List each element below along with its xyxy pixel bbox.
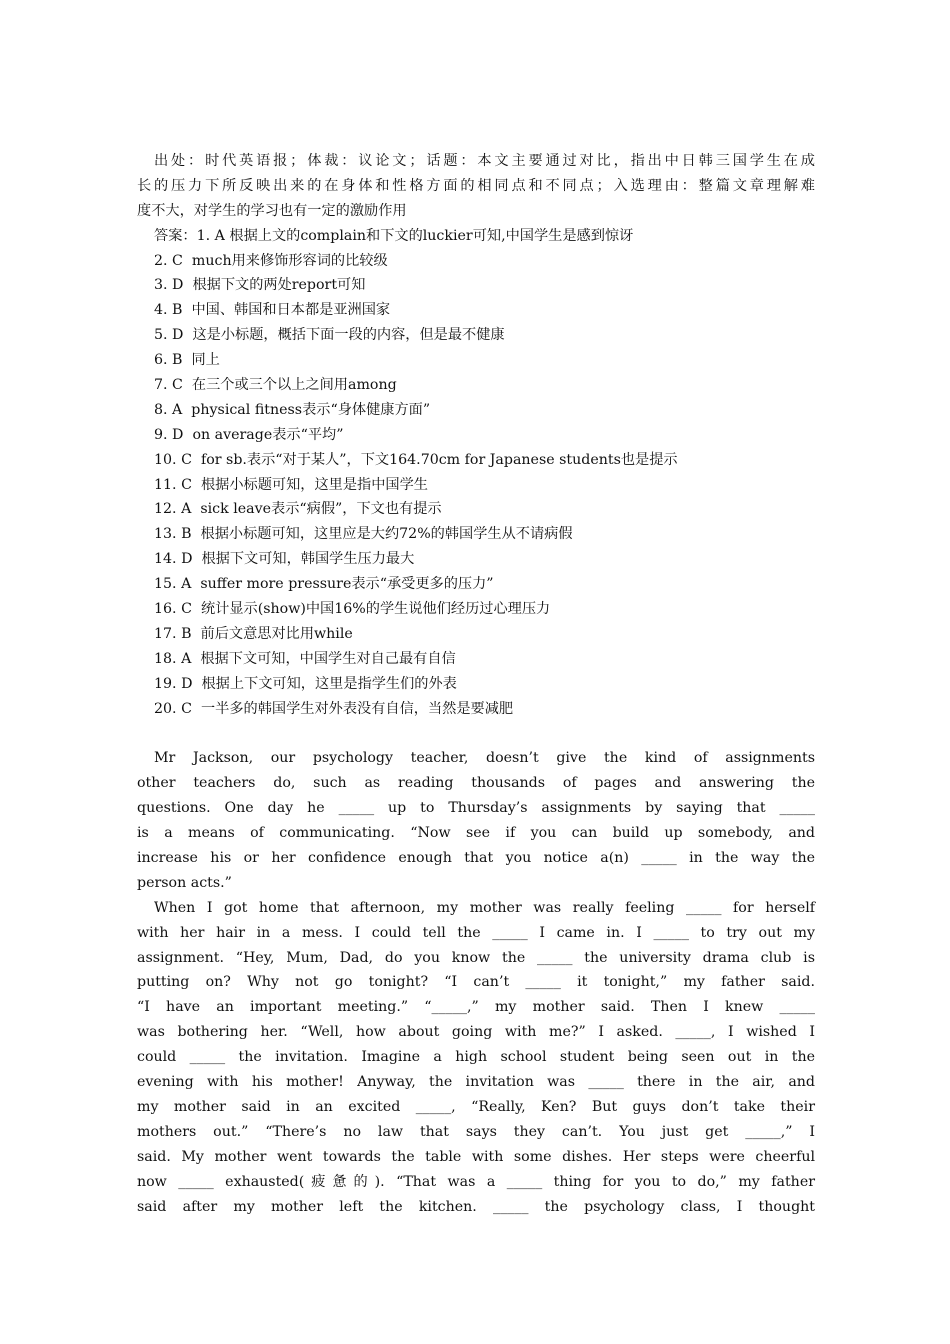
answer-item: 3. D 根据下文的两处report可知 [154, 277, 366, 294]
answer-intro: 答案： [154, 227, 197, 244]
passage-line: evening with his mother! Anyway, the invitation was _____ there in the air, and [137, 1074, 815, 1091]
source-info [137, 149, 815, 224]
passage-line: questions. One day he _____ up to Thursday’s assignments by saying that _____ [137, 800, 815, 817]
passage-line: Mr Jackson, our psychology teacher, doesn’t give the kind of assignments [154, 750, 815, 767]
source-line: 长的压力下所反映出来的在身体和性格方面的相同点和不同点；入选理由：整篇文章理解难 [137, 177, 815, 194]
answer-item: 18. A 根据下文可知，中国学生对自己最有自信 [154, 650, 456, 667]
answer-item: 答案：1. A 根据上文的complain和下文的luckier可知,中国学生是感到惊讶 [154, 227, 634, 244]
passage-paragraph-2 [137, 896, 815, 1220]
passage-line: said. My mother went towards the table with some dishes. Her steps were cheerful [137, 1148, 815, 1165]
answer-item: 8. A physical fitness表示“身体健康方面” [154, 401, 431, 418]
answer-item: 5. D 这是小标题，概括下面一段的内容，但是最不健康 [154, 327, 505, 344]
answer-item: 13. B 根据小标题可知，这里应是大约72%的韩国学生从不请病假 [154, 526, 573, 543]
document-page [137, 124, 815, 1220]
passage-line: is a means of communicating. “Now see if you can build up somebody, and [137, 825, 815, 842]
answer-item: 12. A sick leave表示“病假”，下文也有提示 [154, 501, 442, 518]
answer-item: 11. C 根据小标题可知，这里是指中国学生 [154, 476, 428, 493]
passage-line: “I have an important meeting.” “_____,” my mother said. Then I knew _____ [137, 999, 815, 1016]
answer-list [137, 224, 815, 722]
passage-paragraph-1 [137, 746, 815, 895]
answer-item: 15. A suffer more pressure表示“承受更多的压力” [154, 576, 494, 593]
answer-item: 9. D on average表示“平均” [154, 426, 344, 443]
answer-item: 4. B 中国、韩国和日本都是亚洲国家 [154, 302, 391, 319]
passage-line: other teachers do, such as reading thousands of pages and answering the [137, 775, 815, 792]
answer-item: 16. C 统计显示(show)中国16%的学生说他们经历过心理压力 [154, 600, 551, 617]
passage-line: putting on? Why not go tonight? “I can’t _____ it tonight,” my father said. [137, 974, 815, 991]
passage-line: my mother said in an excited _____, “Really, Ken? But guys don’t take their [137, 1099, 815, 1115]
question-20-options [137, 124, 815, 149]
answer-item: 19. D 根据上下文可知，这里是指学生们的外表 [154, 675, 457, 692]
answer-item: 10. C for sb.表示“对于某人”，下文164.70cm for Japanese students也是提示 [154, 451, 678, 468]
passage-line: assignment. “Hey, Mum, Dad, do you know the _____ the university drama club is [137, 949, 815, 966]
source-line: 出处：时代英语报；体裁：议论文；话题：本文主要通过对比，指出中日韩三国学生在成 [154, 152, 815, 169]
passage-line: was bothering her. “Well, how about going with me?” I asked. _____, I wished I [137, 1024, 815, 1041]
passage-line: increase his or her confidence enough that you notice a(n) _____ in the way the [137, 849, 815, 866]
section-gap [137, 721, 815, 746]
answer-item: 2. C much用来修饰形容词的比较级 [154, 252, 388, 269]
source-line: 度不大，对学生的学习也有一定的激励作用 [137, 202, 407, 219]
passage-line: said after my mother left the kitchen. _____ the psychology class, I thought [137, 1198, 815, 1215]
answer-item: 20. C 一半多的韩国学生对外表没有自信，当然是要减肥 [154, 700, 514, 717]
answer-item: 7. C 在三个或三个以上之间用among [154, 376, 397, 393]
answer-item: 14. D 根据下文可知，韩国学生压力最大 [154, 551, 415, 568]
passage-line: When I got home that afternoon, my mother was really feeling _____ for herself [154, 899, 815, 916]
passage-line: could _____ the invitation. Imagine a high school student being seen out in the [137, 1049, 815, 1066]
passage-line: with her hair in a mess. I could tell the _____ I came in. I _____ to try out my [137, 924, 815, 941]
passage-line: now _____ exhausted(疲惫的). “That was a _____ thing for you to do,” my father [137, 1173, 815, 1190]
answer-item: 6. B 同上 [154, 352, 220, 369]
passage-line: person acts.” [137, 874, 232, 891]
passage-line: mothers out.” “There’s no law that says they can’t. You just get _____,” I [137, 1123, 815, 1140]
answer-item: 17. B 前后文意思对比用while [154, 625, 353, 642]
